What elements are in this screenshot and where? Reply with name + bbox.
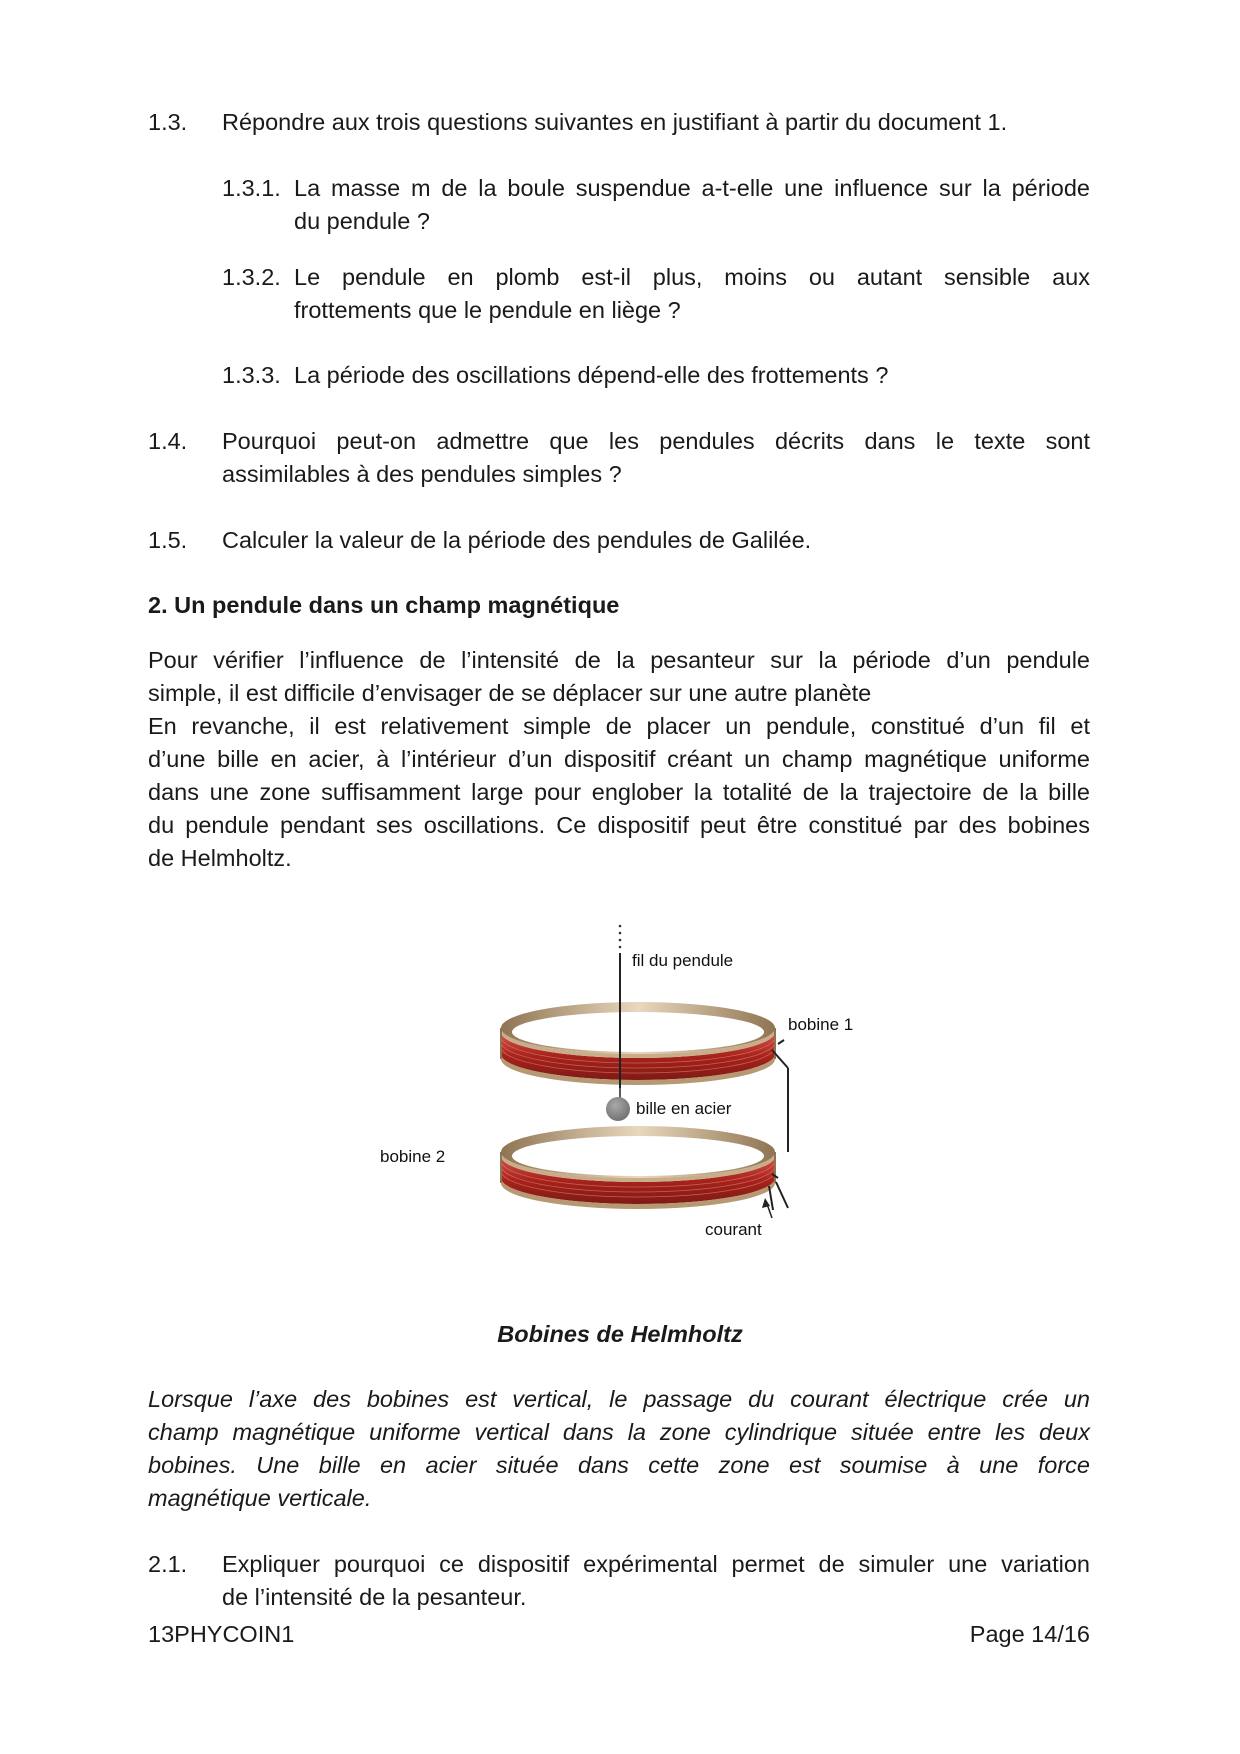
paragraph-line: de Helmholtz.	[148, 845, 292, 871]
question-text-line: Pourquoi peut-on admettre que les pendules décrits dans le texte sont	[222, 428, 1090, 454]
question-text-line: de l’intensité de la pesanteur.	[222, 1584, 527, 1610]
explanation-line: magnétique verticale.	[148, 1485, 372, 1511]
wire-dots	[619, 925, 622, 949]
explanation-line: bobines. Une bille en acier située dans cette zone est soumise à une force	[148, 1452, 1090, 1478]
question-number: 1.3.2.	[222, 264, 281, 290]
explanation-line: Lorsque l’axe des bobines est vertical, le passage du courant électrique crée un	[148, 1386, 1090, 1412]
steel-ball	[606, 1097, 630, 1121]
question-text: Répondre aux trois questions suivantes en justifiant à partir du document 1.	[222, 109, 1008, 135]
label-ball: bille en acier	[636, 1099, 732, 1118]
question-text-line: Expliquer pourquoi ce dispositif expérimental permet de simuler une variation	[222, 1551, 1090, 1577]
question-number: 1.5.	[148, 527, 188, 553]
paragraph-line: Pour vérifier l’influence de l’intensité de la pesanteur sur la période d’un pendule	[148, 647, 1090, 673]
question-number: 1.4.	[148, 428, 188, 454]
question-number: 1.3.1.	[222, 175, 281, 201]
question-text-line: assimilables à des pendules simples ?	[222, 461, 622, 487]
question-text-line: du pendule ?	[294, 208, 430, 234]
question-number: 2.1.	[148, 1551, 188, 1577]
paragraph-line: d’une bille en acier, à l’intérieur d’un dispositif créant un champ magnétique uniforme	[148, 746, 1090, 772]
label-coil-1: bobine 1	[788, 1015, 854, 1034]
question-text: La période des oscillations dépend-elle des frottements ?	[294, 362, 889, 388]
explanation-line: champ magnétique uniforme vertical dans la zone cylindrique située entre les deux	[148, 1419, 1090, 1445]
section-heading: 2. Un pendule dans un champ magnétique	[148, 592, 620, 618]
paragraph-line: dans une zone suffisamment large pour englober la totalité de la trajectoire de la bille	[148, 779, 1090, 805]
paragraph-line: du pendule pendant ses oscillations. Ce dispositif peut être constitué par des bobines	[148, 812, 1090, 838]
label-wire: fil du pendule	[632, 951, 734, 970]
question-text-line: Le pendule en plomb est-il plus, moins ou autant sensible aux	[294, 264, 1090, 290]
paragraph-line: simple, il est difficile d’envisager de se déplacer sur une autre planète	[148, 680, 872, 706]
question-text-line: frottements que le pendule en liège ?	[294, 297, 681, 323]
label-current: courant	[705, 1220, 762, 1239]
coil-2	[501, 1126, 775, 1209]
helmholtz-coils-figure	[360, 920, 880, 1270]
label-coil-2: bobine 2	[380, 1147, 446, 1166]
footer-code: 13PHYCOIN1	[148, 1621, 295, 1647]
paragraph-line: En revanche, il est relativement simple de placer un pendule, constitué d’un fil et	[148, 713, 1090, 739]
figure-caption: Bobines de Helmholtz	[497, 1321, 743, 1347]
footer-page-number: Page 14/16	[969, 1621, 1090, 1647]
question-number: 1.3.	[148, 109, 188, 135]
question-number: 1.3.3.	[222, 362, 281, 388]
question-text-line: La masse m de la boule suspendue a-t-elle une influence sur la période	[294, 175, 1090, 201]
question-text: Calculer la valeur de la période des pendules de Galilée.	[222, 527, 812, 553]
coil-1	[501, 1002, 775, 1085]
